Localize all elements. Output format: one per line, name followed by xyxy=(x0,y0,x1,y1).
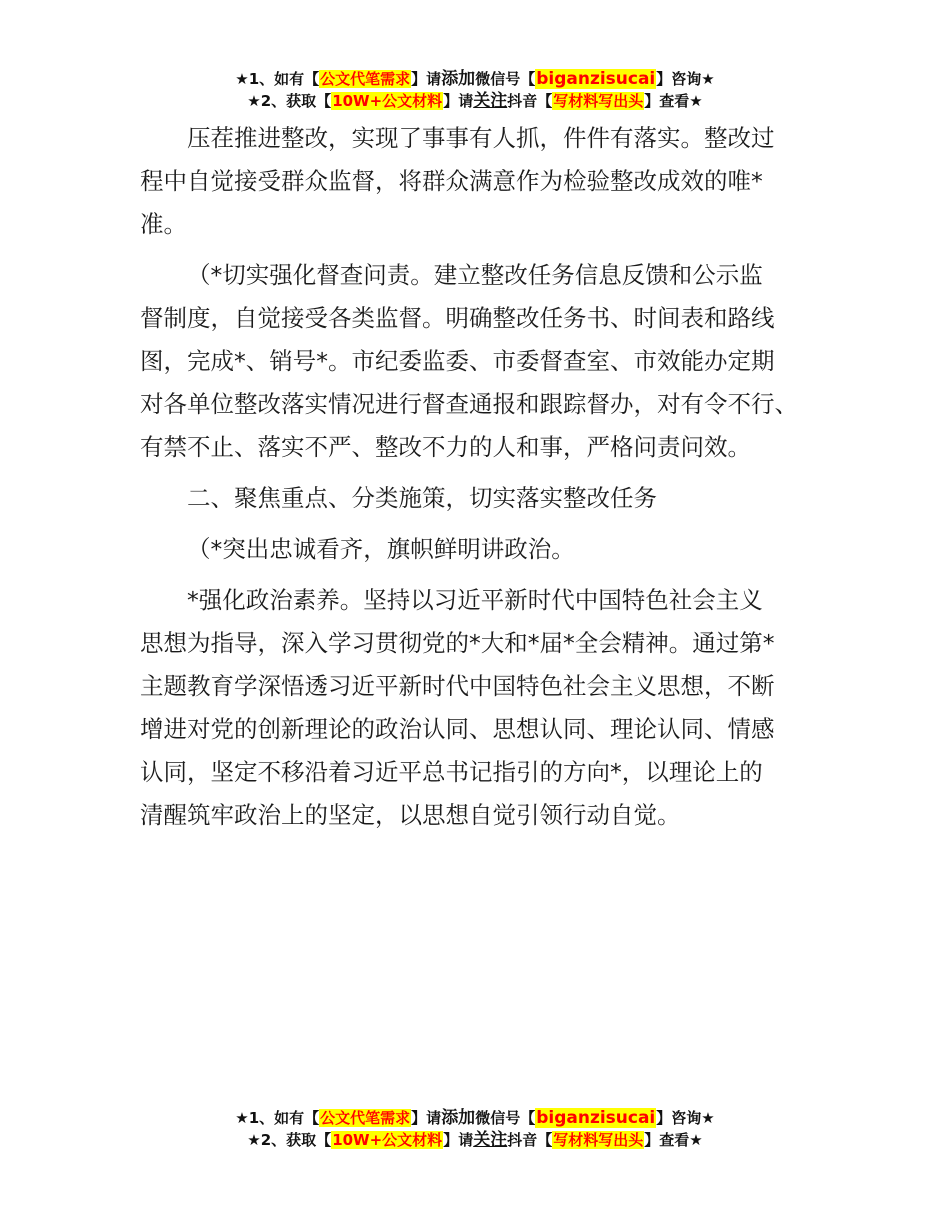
banner-emphasis: 关注 xyxy=(473,91,508,111)
paragraph xyxy=(140,579,830,837)
highlight-douyin: 写材料写出头 xyxy=(553,92,644,110)
banner-text: 微信号【 xyxy=(475,1109,536,1127)
text-line: 主题教育学深悟透习近平新时代中国特色社会主义思想，不断 xyxy=(140,672,775,700)
paragraph xyxy=(140,117,830,246)
banner-text: ★2、获取【 xyxy=(247,92,332,110)
text-line: 清醒筑牢政治上的坚定，以思想自觉引领行动自觉。 xyxy=(140,801,681,829)
text-line: 对各单位整改落实情况进行督查通报和跟踪督办，对有令不行、 xyxy=(140,390,798,418)
banner-text: 】请 xyxy=(411,1109,442,1127)
banner-text: 】查看★ xyxy=(644,92,703,110)
document-body xyxy=(140,117,830,837)
text-line: 增进对党的创新理论的政治认同、思想认同、理论认同、情感 xyxy=(140,715,775,743)
banner-line-2 xyxy=(0,1129,950,1151)
banner-text: 】咨询★ xyxy=(656,70,715,88)
banner-text: 】请 xyxy=(443,1131,474,1149)
text-line: *强化政治素养。坚持以习近平新时代中国特色社会主义 xyxy=(187,586,763,614)
paragraph xyxy=(140,254,830,469)
banner-text: 】咨询★ xyxy=(656,1109,715,1127)
highlight-douyin: 写材料写出头 xyxy=(553,1131,644,1149)
banner-emphasis: 关注 xyxy=(473,1130,508,1150)
text-line: 思想为指导，深入学习贯彻党的*大和*届*全会精神。通过第* xyxy=(140,629,775,657)
text-line: 督制度，自觉接受各类监督。明确整改任务书、时间表和路线 xyxy=(140,304,775,332)
banner-text: 】请 xyxy=(443,92,474,110)
text-line: 准。 xyxy=(140,210,187,238)
highlight-service: 公文代笔需求 xyxy=(320,1109,411,1127)
text-line: 认同，坚定不移沿着习近平总书记指引的方向*，以理论上的 xyxy=(140,758,763,786)
banner-text: 】查看★ xyxy=(644,1131,703,1149)
banner-text: ★1、如有【 xyxy=(235,70,320,88)
section-heading xyxy=(140,477,830,520)
heading-text: （*突出忠诚看齐，旗帜鲜明讲政治。 xyxy=(187,535,575,563)
highlight-materials: 10W+公文材料 xyxy=(332,1131,443,1149)
highlight-wechat-id: biganzisucai xyxy=(536,69,656,89)
banner-text: ★1、如有【 xyxy=(235,1109,320,1127)
banner-line-1 xyxy=(0,68,950,90)
banner-emphasis: 添加 xyxy=(441,1108,476,1128)
header-banner xyxy=(0,68,950,112)
text-line: 程中自觉接受群众监督，将群众满意作为检验整改成效的唯* xyxy=(140,167,763,195)
highlight-wechat-id: biganzisucai xyxy=(536,1108,656,1128)
text-line: 压茬推进整改，实现了事事有人抓，件件有落实。整改过 xyxy=(187,124,775,152)
banner-line-2 xyxy=(0,90,950,112)
banner-text: 微信号【 xyxy=(475,70,536,88)
banner-text: ★2、获取【 xyxy=(247,1131,332,1149)
banner-text: 抖音【 xyxy=(507,92,553,110)
banner-text: 】请 xyxy=(411,70,442,88)
highlight-materials: 10W+公文材料 xyxy=(332,92,443,110)
highlight-service: 公文代笔需求 xyxy=(320,70,411,88)
subsection-heading xyxy=(140,528,830,571)
text-line: 图，完成*、销号*。市纪委监委、市委督查室、市效能办定期 xyxy=(140,347,775,375)
footer-banner xyxy=(0,1107,950,1151)
banner-line-1 xyxy=(0,1107,950,1129)
banner-emphasis: 添加 xyxy=(441,69,476,89)
text-line: （*切实强化督查问责。建立整改任务信息反馈和公示监 xyxy=(187,261,763,289)
banner-text: 抖音【 xyxy=(507,1131,553,1149)
text-line: 有禁不止、落实不严、整改不力的人和事，严格问责问效。 xyxy=(140,433,751,461)
heading-text: 二、聚焦重点、分类施策，切实落实整改任务 xyxy=(187,484,657,512)
